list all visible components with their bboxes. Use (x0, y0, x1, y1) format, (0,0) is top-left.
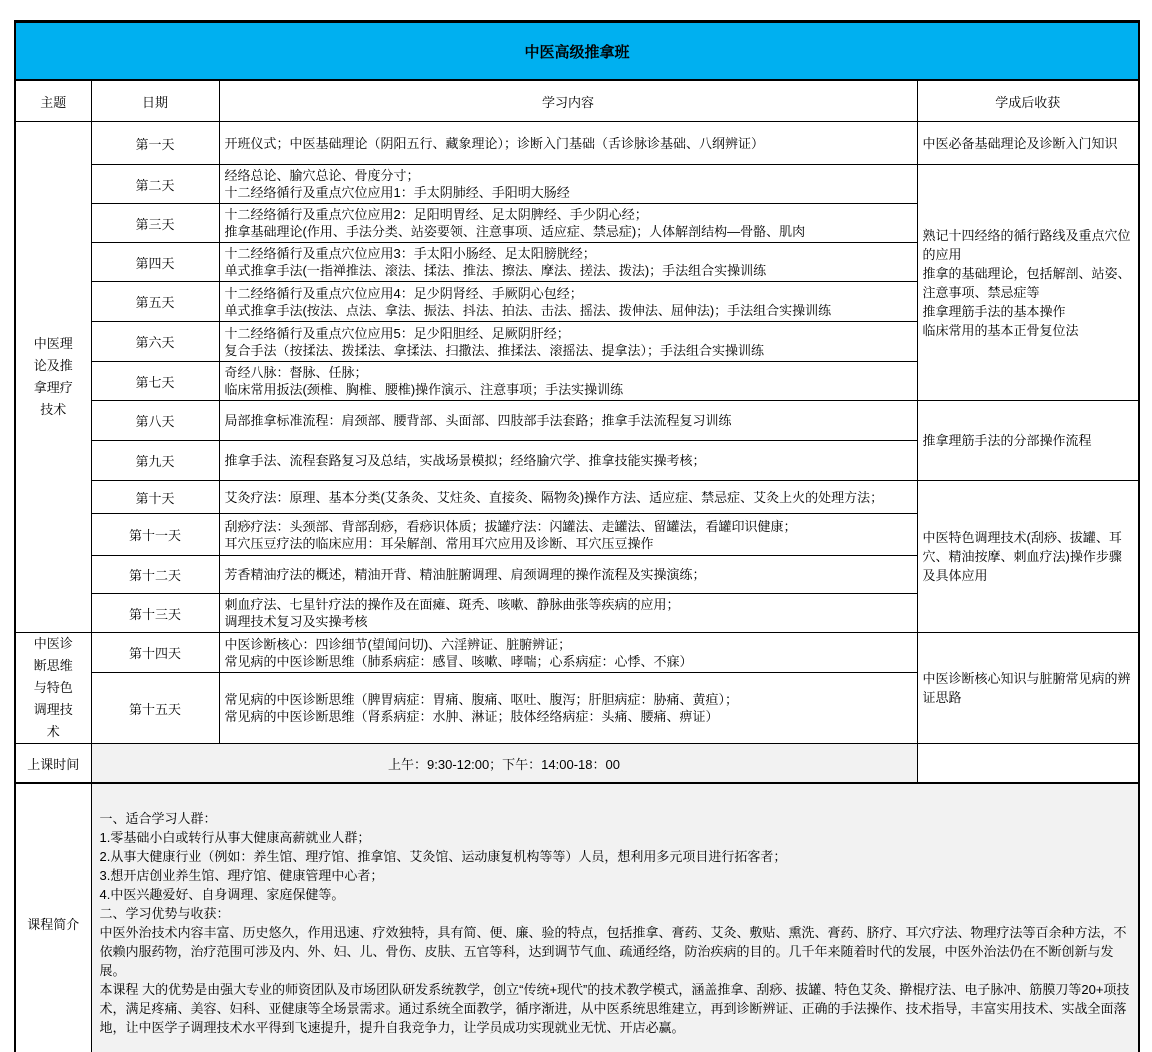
text-line: 2.从事大健康行业（例如：养生馆、理疗馆、推拿馆、艾灸馆、运动康复机构等等）人员，想利用多元项目进行拓客者； (99, 849, 787, 864)
day-label: 第十一天 (91, 514, 219, 556)
text-line: 一、适合学习人群： (99, 811, 217, 826)
day-content (219, 594, 917, 633)
day-label: 第十二天 (91, 556, 219, 594)
table-row (15, 122, 1139, 165)
text-line: 常见病的中医诊断思维（肺系病症：感冒、咳嗽、哮喘；心系病症：心悸、不寐） (224, 653, 693, 669)
day-content (219, 243, 917, 282)
day-label: 第二天 (91, 165, 219, 204)
day-content (219, 204, 917, 243)
text-line: 十二经络循行及重点穴位应用5：足少阳胆经、足厥阴肝经； (224, 325, 570, 341)
day-content (219, 514, 917, 556)
day-content: 推拿手法、流程套路复习及总结，实战场景模拟；经络腧穴学、推拿技能实操考核； (219, 441, 917, 481)
text-line: 十二经络循行及重点穴位应用3：手太阳小肠经、足太阳膀胱经； (224, 246, 596, 261)
page-title: 中医高级推拿班 (15, 22, 1139, 81)
course-table (14, 20, 1140, 1052)
day-content (219, 362, 917, 401)
table-head-section (15, 22, 1139, 122)
days-section (15, 122, 1139, 744)
schedule-empty-cell (917, 744, 1139, 784)
day-label: 第十天 (91, 481, 219, 514)
text-line: 刮痧疗法：头颈部、背部刮痧，看痧识体质；拔罐疗法：闪罐法、走罐法、留罐法，看罐印识健康； (224, 518, 797, 534)
outcome-cell: 推拿理筋手法的分部操作流程 (917, 401, 1139, 481)
text-line: 经络总论、腧穴总论、骨度分寸； (224, 168, 420, 183)
day-label: 第六天 (91, 322, 219, 362)
day-label: 第五天 (91, 282, 219, 322)
topic-label: 中医理论及推拿理疗技术 (33, 336, 73, 417)
text-line: 常见病的中医诊断思维（肾系病症：水肿、淋证；肢体经络病症：头痛、腰痛、痹证） (224, 709, 719, 725)
day-label: 第八天 (91, 401, 219, 441)
text-line: 中医诊断核心：四诊细节(望闻问切)、六淫辨证、脏腑辨证； (224, 636, 572, 652)
text-line: 熟记十四经络的循行路线及重点穴位的应用 (922, 227, 1131, 262)
day-label: 第一天 (91, 122, 219, 165)
text-line: 推拿的基础理论，包括解剖、站姿、注意事项、禁忌症等 (922, 265, 1131, 300)
text-line: 4.中医兴趣爱好、自身调理、家庭保健等。 (99, 887, 345, 902)
day-content (219, 322, 917, 362)
topic-cell (15, 122, 91, 633)
outcome-cell: 中医必备基础理论及诊断入门知识 (917, 122, 1139, 165)
day-content: 局部推拿标准流程：肩颈部、腰背部、头面部、四肢部手法套路；推拿手法流程复习训练 (219, 401, 917, 441)
day-label: 第十五天 (91, 673, 219, 744)
topic-cell (15, 633, 91, 744)
text-line: 推拿基础理论(作用、手法分类、站姿要领、注意事项、适应症、禁忌症)；人体解剖结构—骨骼、肌肉 (224, 224, 806, 239)
text-line: 临床常用扳法(颈椎、胸椎、腰椎)操作演示、注意事项；手法实操训练 (224, 382, 624, 397)
table-row (15, 401, 1139, 441)
intro-label: 课程简介 (15, 783, 91, 1052)
text-line: 推拿理筋手法的基本操作 (922, 303, 1066, 319)
text-line: 3.想开店创业养生馆、理疗馆、健康管理中心者； (99, 868, 384, 883)
text-line: 单式推拿手法(按法、点法、拿法、振法、抖法、拍法、击法、摇法、拨伸法、屈伸法)；手法组合实操训练 (224, 302, 832, 318)
day-label: 第三天 (91, 204, 219, 243)
text-line: 临床常用的基本正骨复位法 (922, 322, 1079, 338)
text-line: 本课程 大的优势是由强大专业的师资团队及市场团队研发系统教学，创立“传统+现代”的技术教学模式，涵盖推拿、刮痧、拔罐、特色艾灸、擀棍疗法、电子脉冲、筋膜刀等20+项技术，满足疼痛、美容、妇科、亚健康等全场景需求。通过系统全面教学，循序渐进，从中医系统思维建立，再到诊断辨证、正确的手法操作、技术指导，丰富实用技术、实战全面落地，让中医学子调理技术水平得到飞速提升，提升自我竞争力，让学员成功实现就业无忧、开店必赢。 (99, 982, 1130, 1035)
text-line: 耳穴压豆疗法的临床应用：耳朵解剖、常用耳穴应用及诊断、耳穴压豆操作 (224, 535, 654, 551)
topic-label: 中医诊断思维与特色调理技术 (33, 636, 73, 739)
col-header-content: 学习内容 (219, 80, 917, 122)
outcome-cell: 中医诊断核心知识与脏腑常见病的辨证思路 (917, 633, 1139, 744)
schedule-value: 上午：9:30-12:00；下午：14:00-18：00 (91, 744, 917, 784)
title-row (15, 22, 1139, 81)
day-label: 第四天 (91, 243, 219, 282)
day-label: 第七天 (91, 362, 219, 401)
text-line: 奇经八脉：督脉、任脉； (224, 365, 368, 380)
schedule-row (15, 744, 1139, 784)
text-line: 1.零基础小白或转行从事大健康高薪就业人群； (99, 830, 371, 845)
day-content (219, 633, 917, 673)
col-header-outcome: 学成后收获 (917, 80, 1139, 122)
day-content (219, 165, 917, 204)
text-line: 调理技术复习及实操考核 (224, 614, 368, 629)
day-content: 艾灸疗法：原理、基本分类(艾条灸、艾炷灸、直接灸、隔物灸)操作方法、适应症、禁忌症、艾灸上火的处理方法； (219, 481, 917, 514)
table-row (15, 633, 1139, 673)
col-header-topic: 主题 (15, 80, 91, 122)
col-header-date: 日期 (91, 80, 219, 122)
text-line: 常见病的中医诊断思维（脾胃病症：胃痛、腹痛、呕吐、腹泻；肝胆病症：胁痛、黄疸）； (224, 692, 739, 708)
text-line: 复合手法（按揉法、拨揉法、拿揉法、扫撒法、推揉法、滚摇法、提拿法）；手法组合实操训练 (224, 342, 765, 358)
day-label: 第十四天 (91, 633, 219, 673)
column-header-row (15, 80, 1139, 122)
day-content (219, 673, 917, 744)
day-content (219, 282, 917, 322)
text-line: 十二经络循行及重点穴位应用2：足阳明胃经、足太阴脾经、手少阴心经； (224, 207, 648, 222)
day-content: 芳香精油疗法的概述，精油开背、精油脏腑调理、肩颈调理的操作流程及实操演练； (219, 556, 917, 594)
table-row (15, 481, 1139, 514)
intro-content (91, 783, 1139, 1052)
text-line: 中医外治技术内容丰富、历史悠久，作用迅速、疗效独特，具有简、便、廉、验的特点，包括推拿、膏药、艾灸、敷贴、熏洗、膏药、脐疗、耳穴疗法、物理疗法等百余种方法，不依赖内服药物，治疗范围可涉及内、外、妇、儿、骨伤、皮肤、五官等科，达到调节气血、疏通经络，防治疾病的目的。几千年来随着时代的发展，中医外治法仍在不断创新与发展。 (99, 925, 1127, 978)
table-row (15, 165, 1139, 204)
footer-section (15, 744, 1139, 1052)
day-label: 第九天 (91, 441, 219, 481)
text-line: 十二经络循行及重点穴位应用1：手太阴肺经、手阳明大肠经 (224, 185, 570, 200)
outcome-cell (917, 165, 1139, 401)
schedule-label: 上课时间 (15, 744, 91, 784)
day-label: 第十三天 (91, 594, 219, 633)
text-line: 二、学习优势与收获： (99, 906, 230, 921)
outcome-cell: 中医特色调理技术(刮痧、拔罐、耳穴、精油按摩、刺血疗法)操作步骤及具体应用 (917, 481, 1139, 633)
day-content: 开班仪式；中医基础理论（阴阳五行、藏象理论）；诊断入门基础（舌诊脉诊基础、八纲辨证） (219, 122, 917, 165)
text-line: 单式推拿手法(一指禅推法、滚法、揉法、推法、擦法、摩法、搓法、拨法)；手法组合实操训练 (224, 263, 767, 278)
intro-row (15, 783, 1139, 1052)
text-line: 刺血疗法、七星针疗法的操作及在面瘫、斑秃、咳嗽、静脉曲张等疾病的应用； (224, 597, 680, 612)
text-line: 十二经络循行及重点穴位应用4：足少阴肾经、手厥阴心包经； (224, 285, 583, 301)
